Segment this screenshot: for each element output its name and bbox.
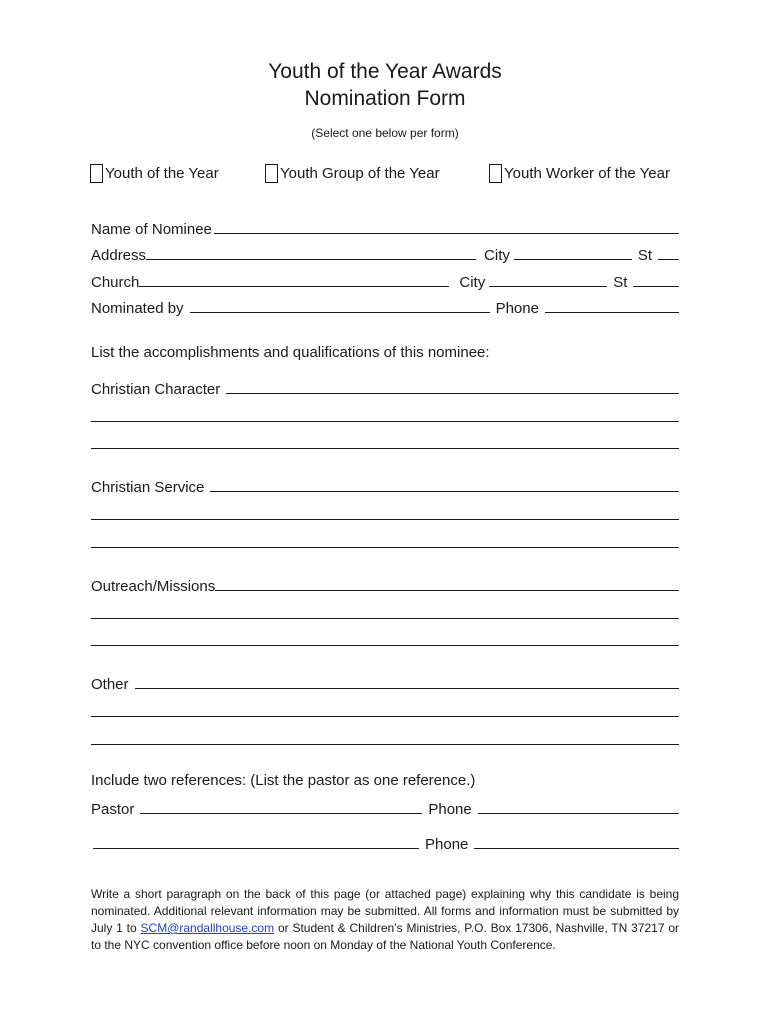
christian-service-line[interactable] xyxy=(91,519,679,520)
instructions-text: Write a short paragraph on the back of this page (or attached page) explaining why this candidate is being nominated. Additional relevant information may be submitted. All forms and information must be submitted by July 1 to xyxy=(91,887,679,935)
other-row xyxy=(91,674,679,694)
christian-character-row xyxy=(91,379,679,399)
pastor-name-field[interactable] xyxy=(140,799,422,814)
other-line[interactable] xyxy=(91,744,679,745)
outreach-missions-line[interactable] xyxy=(91,645,679,646)
section-label: Other xyxy=(91,676,129,693)
state-label: St xyxy=(637,247,653,264)
address-row xyxy=(91,245,679,265)
christian-character-field[interactable] xyxy=(226,379,679,394)
pastor-reference-row xyxy=(91,799,679,819)
church-field[interactable] xyxy=(139,272,449,287)
church-label: Church xyxy=(91,274,140,291)
section-label: Christian Character xyxy=(91,381,221,398)
christian-service-row xyxy=(91,477,679,497)
phone-label: Phone xyxy=(495,300,539,317)
phone-label: Phone xyxy=(428,801,472,818)
instructions-text: or Student & Children’s Ministries, P.O. Box 17306, Nashville, TN 37217 or to the NYC convention office before noon on Monday of the National Youth Conference. xyxy=(91,921,679,952)
nominated-by-row xyxy=(91,298,679,318)
other-line[interactable] xyxy=(91,716,679,717)
nominator-phone-field[interactable] xyxy=(545,298,679,313)
form-title-line-1: Youth of the Year Awards xyxy=(268,60,502,83)
other-field[interactable] xyxy=(135,674,679,689)
references-heading: Include two references: (List the pastor as one reference.) xyxy=(91,772,476,789)
outreach-missions-field[interactable] xyxy=(215,576,679,591)
church-state-field[interactable] xyxy=(633,272,679,287)
christian-service-field[interactable] xyxy=(210,477,679,492)
submission-instructions xyxy=(91,886,679,954)
state-label: St xyxy=(613,274,628,291)
section-label: Outreach/Missions xyxy=(91,578,216,595)
second-reference-name-field[interactable] xyxy=(93,834,419,849)
address-field[interactable] xyxy=(146,245,476,260)
name-label: Name of Nominee xyxy=(91,221,212,238)
outreach-missions-line[interactable] xyxy=(91,618,679,619)
nominated-by-label: Nominated by xyxy=(91,300,184,317)
option-youth-group-of-year[interactable] xyxy=(265,164,440,183)
checkbox-youth-of-year[interactable] xyxy=(90,164,103,183)
outreach-missions-row xyxy=(91,576,679,596)
second-reference-phone-field[interactable] xyxy=(474,834,679,849)
city-label: City xyxy=(484,247,510,264)
christian-character-line[interactable] xyxy=(91,448,679,449)
nominee-name-row xyxy=(91,219,679,239)
pastor-phone-field[interactable] xyxy=(478,799,679,814)
nominee-name-field[interactable] xyxy=(214,219,679,234)
option-label: Youth of the Year xyxy=(105,165,219,182)
second-reference-row xyxy=(91,834,679,854)
form-title-line-2: Nomination Form xyxy=(304,87,466,110)
church-city-field[interactable] xyxy=(489,272,607,287)
option-youth-of-year[interactable] xyxy=(90,164,219,183)
checkbox-youth-group-of-year[interactable] xyxy=(265,164,278,183)
pastor-label: Pastor xyxy=(91,801,135,818)
phone-label: Phone xyxy=(425,836,469,853)
option-youth-worker-of-year[interactable] xyxy=(489,164,670,183)
email-link[interactable]: SCM@randallhouse.com xyxy=(140,921,275,935)
state-field[interactable] xyxy=(658,245,679,260)
nominated-by-field[interactable] xyxy=(190,298,490,313)
christian-character-line[interactable] xyxy=(91,421,679,422)
accomplishments-heading: List the accomplishments and qualifications of this nominee: xyxy=(91,344,490,361)
checkbox-youth-worker-of-year[interactable] xyxy=(489,164,502,183)
city-label: City xyxy=(459,274,486,291)
church-row xyxy=(91,272,679,292)
christian-service-line[interactable] xyxy=(91,547,679,548)
section-label: Christian Service xyxy=(91,479,205,496)
address-label: Address xyxy=(91,247,147,264)
select-instruction: (Select one below per form) xyxy=(311,126,459,140)
city-field[interactable] xyxy=(514,245,632,260)
option-label: Youth Group of the Year xyxy=(280,165,440,182)
option-label: Youth Worker of the Year xyxy=(504,165,670,182)
